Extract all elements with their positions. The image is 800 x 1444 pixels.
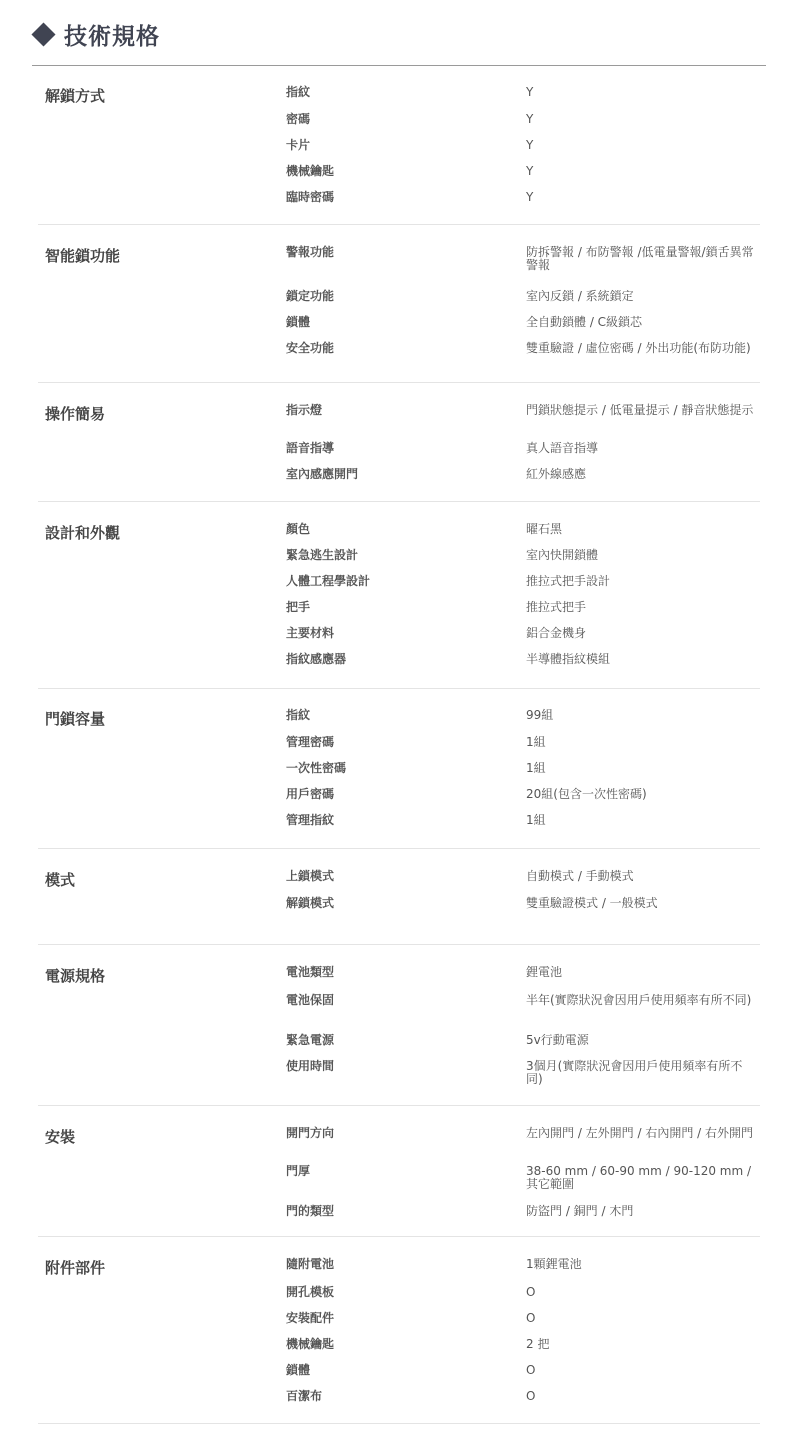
spec-value: 5v行動電源	[526, 1033, 589, 1047]
spec-label: 臨時密碼	[286, 190, 335, 204]
spec-section	[38, 66, 760, 225]
spec-value: 紅外線感應	[526, 467, 587, 481]
spec-section	[38, 383, 760, 502]
spec-value: O	[526, 1389, 536, 1403]
section-title: 智能鎖功能	[45, 247, 121, 265]
spec-value: 2 把	[526, 1337, 550, 1351]
section-title: 設計和外觀	[45, 524, 121, 542]
spec-section	[38, 945, 760, 1106]
section-title: 安裝	[45, 1128, 76, 1146]
spec-value: O	[526, 1363, 536, 1377]
spec-value: 1組	[526, 813, 546, 827]
section-title: 操作簡易	[45, 405, 106, 423]
spec-label: 緊急逃生設計	[286, 548, 359, 562]
spec-value: 防盜門 / 銅門 / 木門	[526, 1204, 634, 1218]
spec-value: 20組(包含一次性密碼)	[526, 787, 647, 801]
spec-value: 門鎖狀態提示 / 低電量提示 / 靜音狀態提示	[526, 403, 754, 417]
spec-value: 半年(實際狀況會因用戶使用頻率有所不同)	[526, 993, 752, 1007]
spec-value: 3個月(實際狀況會因用戶使用頻率有所不同)	[526, 1059, 743, 1086]
spec-label: 指示燈	[286, 403, 323, 417]
spec-label: 門厚	[286, 1164, 311, 1178]
spec-label: 開門方向	[286, 1126, 335, 1140]
spec-label: 用戶密碼	[286, 787, 335, 801]
spec-value: Y	[526, 112, 534, 126]
spec-label: 指紋	[286, 708, 311, 722]
spec-value: 雙重驗證模式 / 一般模式	[526, 896, 658, 910]
spec-table	[38, 66, 760, 1424]
spec-label: 機械鑰匙	[286, 1337, 335, 1351]
spec-label: 顏色	[286, 522, 311, 536]
section-title: 電源規格	[45, 967, 106, 985]
section-title: 附件部件	[45, 1259, 106, 1277]
spec-label: 人體工程學設計	[286, 574, 371, 588]
spec-label: 門的類型	[286, 1204, 335, 1218]
spec-value: 1組	[526, 761, 546, 775]
spec-label: 一次性密碼	[286, 761, 347, 775]
spec-section	[38, 1237, 760, 1424]
spec-label: 管理密碼	[286, 735, 335, 749]
spec-label: 百潔布	[286, 1389, 323, 1403]
spec-value: 1顆鋰電池	[526, 1257, 582, 1271]
spec-label: 開孔模板	[286, 1285, 335, 1299]
spec-section	[38, 1106, 760, 1237]
spec-label: 上鎖模式	[286, 869, 335, 883]
spec-label: 鎖體	[286, 1363, 311, 1377]
spec-label: 使用時間	[286, 1059, 335, 1073]
diamond-icon	[31, 22, 55, 46]
spec-label: 指紋感應器	[286, 652, 347, 666]
spec-value: 雙重驗證 / 虛位密碼 / 外出功能(布防功能)	[526, 341, 751, 355]
spec-label: 電池保固	[286, 993, 335, 1007]
spec-label: 緊急電源	[286, 1033, 335, 1047]
spec-label: 警報功能	[286, 245, 335, 259]
page-title: 技術規格	[64, 23, 160, 50]
section-title: 門鎖容量	[45, 710, 106, 728]
spec-value: Y	[526, 164, 534, 178]
spec-section	[38, 689, 760, 849]
spec-value: 1組	[526, 735, 546, 749]
spec-label: 密碼	[286, 112, 311, 126]
section-title: 模式	[45, 871, 76, 889]
spec-section	[38, 225, 760, 383]
spec-label: 解鎖模式	[286, 896, 335, 910]
section-title: 解鎖方式	[45, 87, 106, 105]
spec-label: 隨附電池	[286, 1257, 335, 1271]
spec-value: 真人語音指導	[526, 441, 599, 455]
spec-label: 指紋	[286, 85, 311, 99]
spec-label: 語音指導	[286, 441, 335, 455]
spec-value: 室內快開鎖體	[526, 548, 599, 562]
spec-label: 主要材料	[286, 626, 335, 640]
spec-label: 鎖體	[286, 315, 311, 329]
spec-label: 電池類型	[286, 965, 335, 979]
spec-label: 鎖定功能	[286, 289, 335, 303]
spec-value: O	[526, 1311, 536, 1325]
spec-label: 室內感應開門	[286, 467, 359, 481]
spec-label: 卡片	[286, 138, 311, 152]
spec-label: 安全功能	[286, 341, 335, 355]
spec-value: 全自動鎖體 / C級鎖芯	[526, 315, 643, 329]
spec-value: 99組	[526, 708, 554, 722]
spec-label: 安裝配件	[286, 1311, 335, 1325]
spec-value: 自動模式 / 手動模式	[526, 869, 634, 883]
spec-value: 曜石黑	[526, 522, 563, 536]
spec-value: 鋰電池	[526, 965, 563, 979]
spec-value: 防拆警報 / 布防警報 /低電量警報/鎖舌異常警報	[526, 245, 754, 272]
spec-value: 半導體指紋模組	[526, 652, 611, 666]
spec-value: 38-60 mm / 60-90 mm / 90-120 mm / 其它範圍	[526, 1164, 752, 1191]
spec-label: 機械鑰匙	[286, 164, 335, 178]
spec-value: Y	[526, 190, 534, 204]
spec-label: 管理指紋	[286, 813, 335, 827]
spec-value: O	[526, 1285, 536, 1299]
spec-value: Y	[526, 85, 534, 99]
spec-section	[38, 849, 760, 945]
spec-label: 把手	[286, 600, 311, 614]
spec-value: Y	[526, 138, 534, 152]
spec-section	[38, 502, 760, 689]
spec-value: 鋁合金機身	[526, 626, 587, 640]
spec-value: 推拉式把手	[526, 600, 587, 614]
spec-value: 室內反鎖 / 系統鎖定	[526, 289, 634, 303]
spec-value: 推拉式把手設計	[526, 574, 611, 588]
spec-value: 左內開門 / 左外開門 / 右內開門 / 右外開門	[526, 1126, 754, 1140]
page-header	[32, 14, 160, 54]
